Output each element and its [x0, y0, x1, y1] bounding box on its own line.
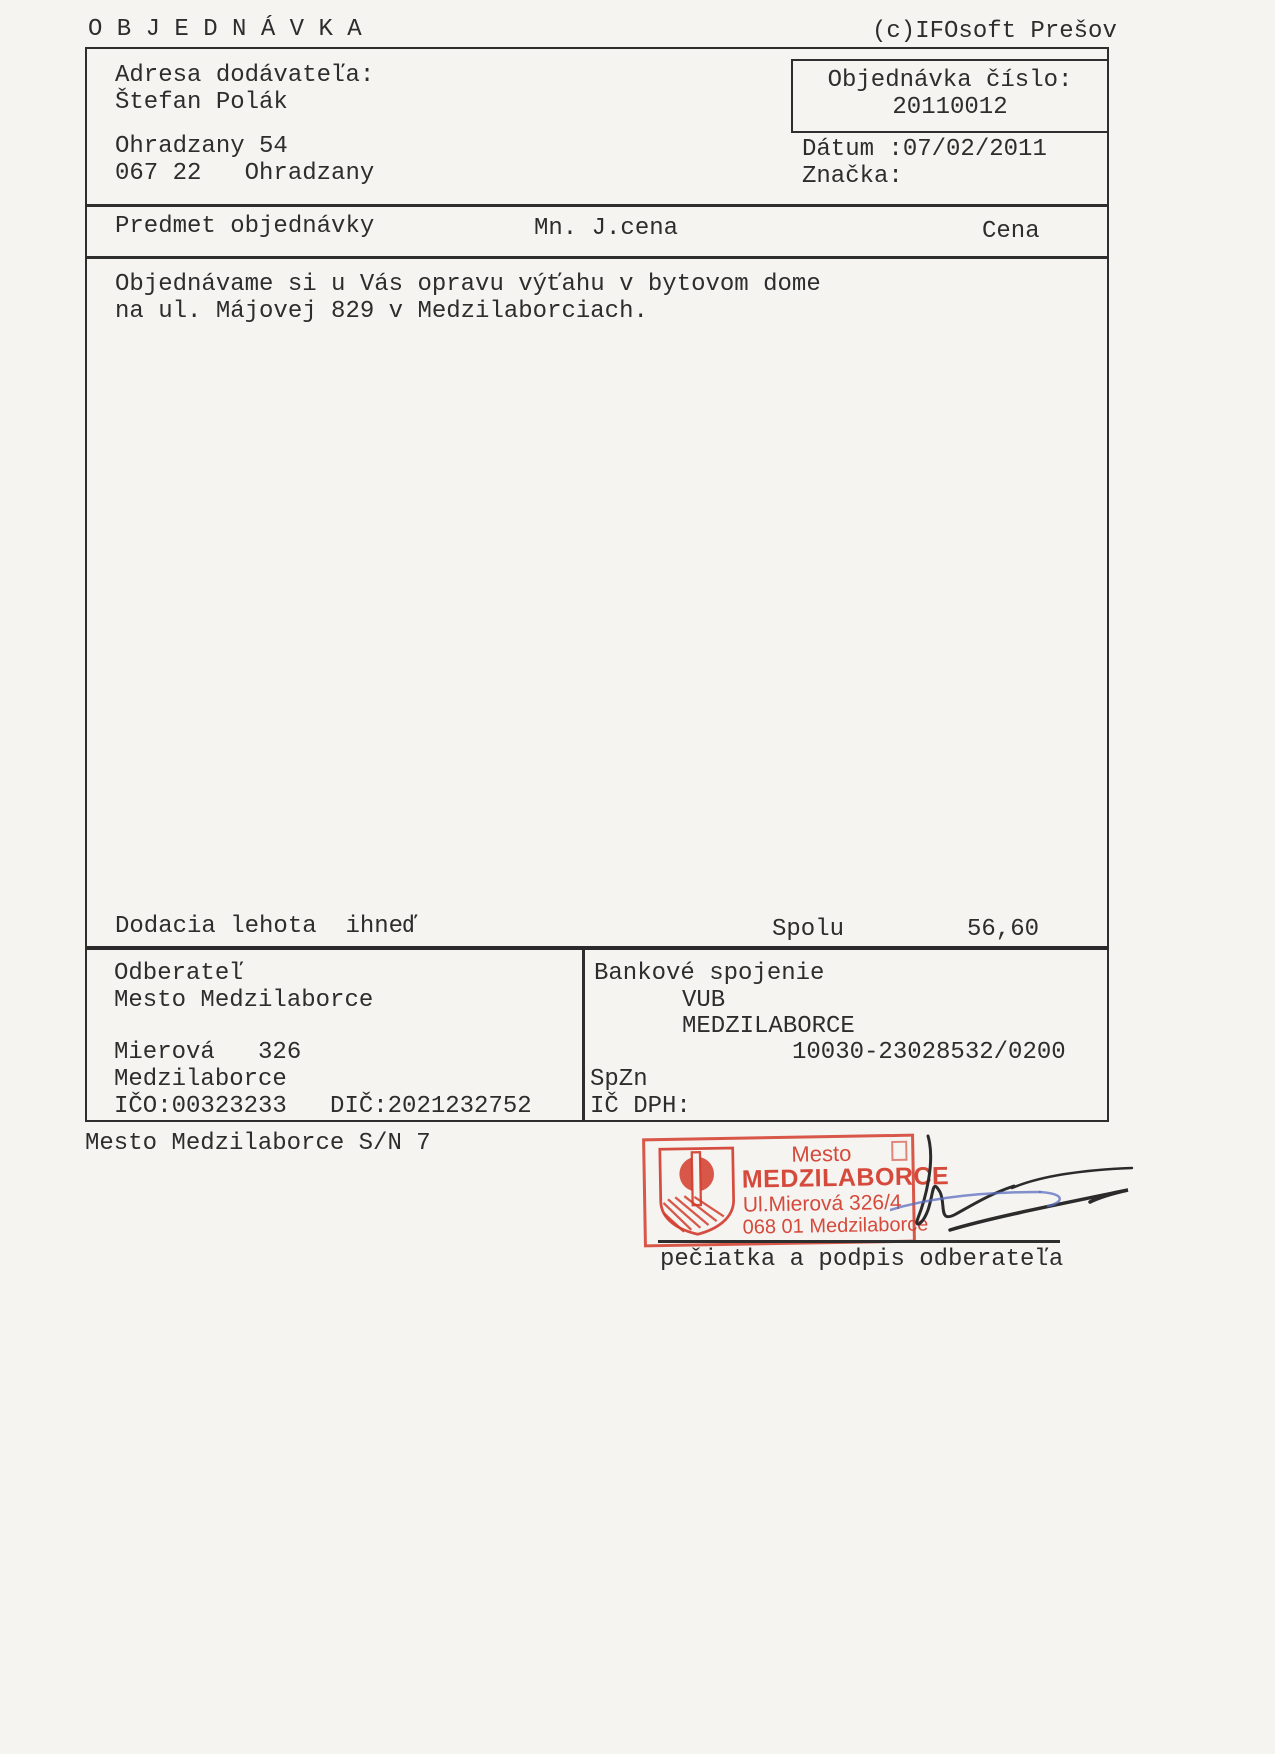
order-number-value: 20110012	[892, 94, 1008, 121]
order-body-line-2: na ul. Májovej 829 v Medzilaborciach.	[115, 298, 648, 325]
order-number-label: Objednávka číslo:	[827, 67, 1073, 94]
stamp-line-postcode: 068 01 Medzilaborce	[742, 1213, 929, 1239]
bank-city: MEDZILABORCE	[682, 1013, 855, 1040]
supplier-name: Štefan Polák	[115, 89, 288, 116]
total-value: 56,60	[967, 916, 1040, 943]
software-serial: Mesto Medzilaborce S/N 7	[85, 1130, 431, 1157]
bank-label: Bankové spojenie	[594, 960, 825, 987]
signature-rule	[658, 1240, 1060, 1243]
customer-label: Odberateľ	[114, 960, 244, 987]
document-frame	[85, 47, 1109, 1122]
divider-above-customer-section	[87, 946, 1107, 950]
stamp-line-city-word: Mesto	[791, 1140, 852, 1167]
customer-ids: IČO:00323233 DIČ:2021232752	[114, 1093, 532, 1120]
stamp-line-city-name: MEDZILABORCE	[741, 1162, 950, 1194]
software-copyright: (c)IFOsoft Prešov	[872, 18, 1117, 45]
bank-spzn-label: SpZn	[590, 1066, 648, 1093]
order-date: Dátum :07/02/2011	[802, 136, 1047, 163]
customer-name: Mesto Medzilaborce	[114, 987, 374, 1014]
divider-above-table-header	[87, 204, 1107, 207]
delivery-term: Dodacia lehota ihneď	[115, 913, 418, 940]
supplier-street: Ohradzany 54	[115, 133, 288, 160]
customer-bank-divider	[582, 950, 585, 1120]
order-body-line-1: Objednávame si u Vás opravu výťahu v bytovom dome	[115, 271, 821, 298]
bank-name: VUB	[682, 987, 726, 1014]
divider-below-table-header	[87, 256, 1107, 259]
column-price: Cena	[982, 218, 1040, 245]
signature	[890, 1118, 1140, 1258]
document-title: O B J E D N Á V K A	[88, 16, 362, 43]
total-label: Spolu	[772, 916, 845, 943]
bank-account: 10030-23028532/0200	[792, 1039, 1066, 1066]
supplier-address-label: Adresa dodávateľa:	[115, 62, 375, 89]
supplier-city: 067 22 Ohradzany	[115, 160, 375, 187]
customer-city: Medzilaborce	[114, 1066, 287, 1093]
bank-icdph-label: IČ DPH:	[590, 1093, 691, 1120]
column-subject: Predmet objednávky	[115, 213, 375, 240]
medzilaborce-coat-of-arms-icon	[655, 1144, 739, 1239]
order-mark-label: Značka:	[802, 163, 903, 190]
customer-street: Mierová 326	[114, 1039, 302, 1066]
stamp-signature-caption: pečiatka a podpis odberateľa	[660, 1246, 1064, 1273]
order-number-box	[791, 59, 1109, 133]
column-qty-unit-price: Mn. J.cena	[534, 215, 679, 242]
municipal-stamp	[642, 1134, 950, 1248]
stamp-line-street: Ul.Mierová 326/4	[742, 1190, 902, 1217]
